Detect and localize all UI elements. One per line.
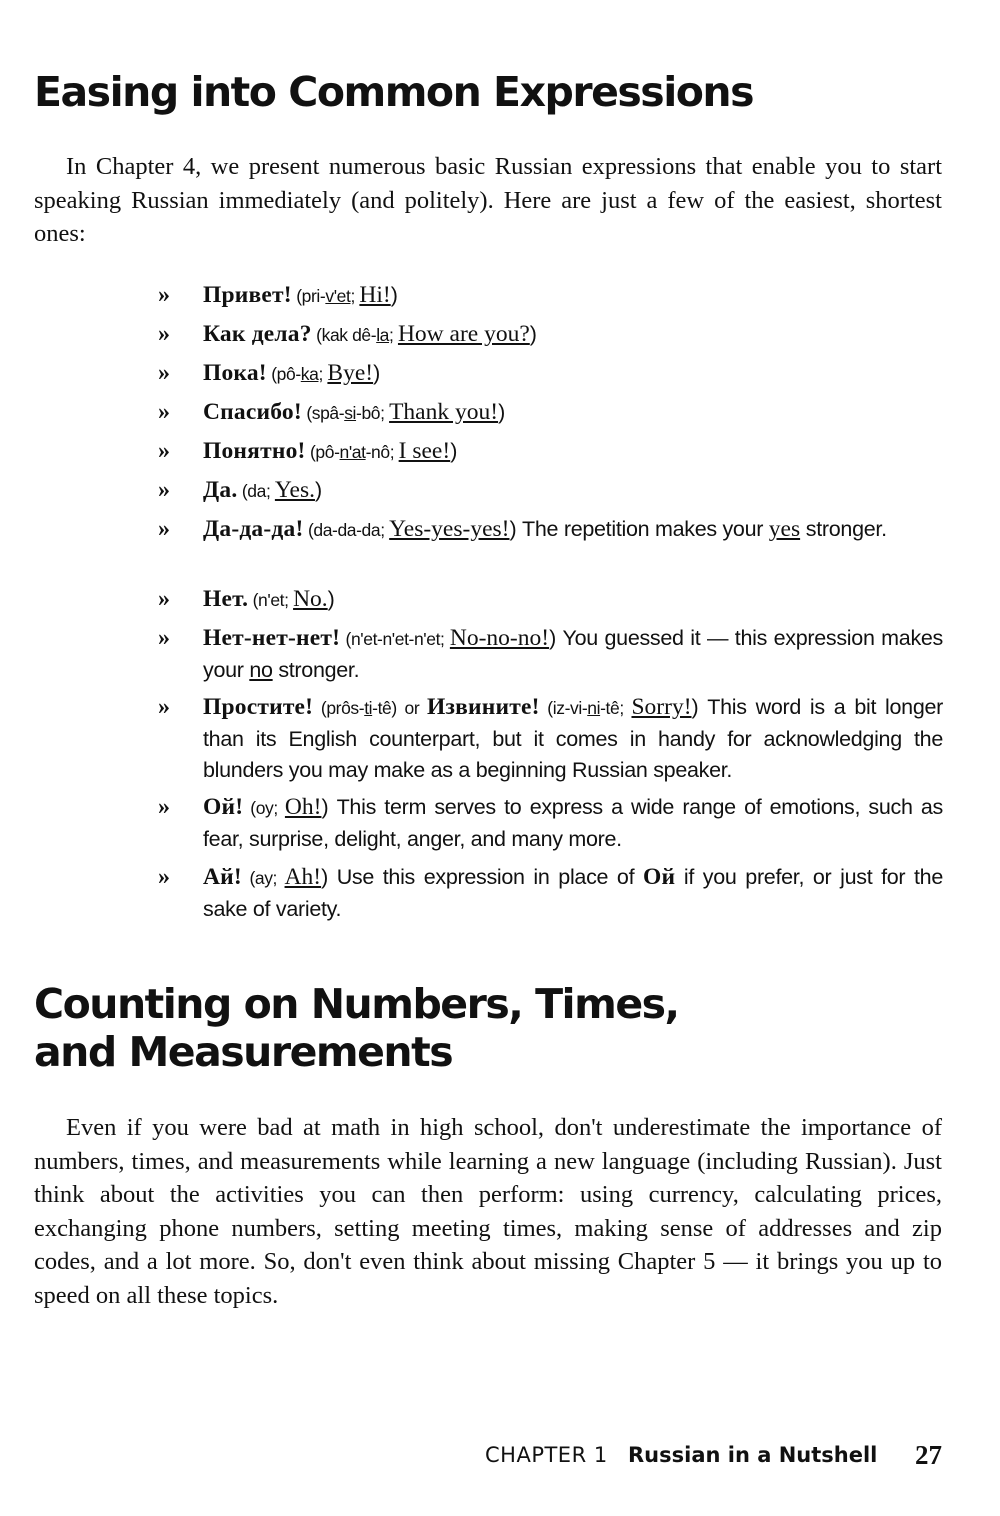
- russian-phrase: Понятно!: [203, 438, 306, 464]
- bullet-marker: »: [158, 516, 170, 542]
- bullet-marker: »: [158, 586, 170, 612]
- bullet-marker: »: [158, 794, 170, 820]
- translation: Ah!: [284, 864, 322, 890]
- translation: No-no-no!: [449, 625, 550, 651]
- pronunciation: (ay;: [241, 868, 285, 888]
- pronunciation: (pô-n'at-nô;: [305, 442, 399, 462]
- note: This word is a bit longer than its English counterpart, but it comes in handy for acknowledging the blunders you may make as a beginning Russian speaker.: [203, 695, 944, 782]
- translation: Bye!: [327, 360, 374, 386]
- bullet-marker: »: [158, 438, 170, 464]
- pronunciation: (prôs-ti-tê) or: [313, 698, 427, 718]
- pronunciation: (pô-ka;: [266, 364, 328, 384]
- translation: I see!: [398, 438, 451, 464]
- translation: Hi!: [359, 282, 391, 308]
- pronunciation: (kak dê-la;: [311, 325, 398, 345]
- chapter-label: CHAPTER 1: [485, 1443, 608, 1467]
- russian-phrase: Как дела?: [203, 321, 312, 347]
- translation: Thank you!: [389, 399, 499, 425]
- pronunciation-alt: (iz-vi-ni-tê;: [539, 698, 632, 718]
- book-page: Easing into Common Expressions In Chapter 4, we present numerous basic Russian expressions that enable you to start speaking Russian immediately (and politely). Here are just a few of the easiest, shortest ones: » Привет! (pri-v'et; Hi!) » Как дела? (kak dê-la; How are you?) » Пока! (pô-ka; Bye!) » Спасибо! (spâ-si-bô; Thank you!) » Понятно! (pô-n'at-nô; I see!) » Да. (da; Yes.) » Да-да-да! (da-da-da; Yes-yes-yes!) The repetition makes your yes stronger. » Нет. (n'et; No.) » Нет-нет-нет! (n'et-n'et-n'et; No-no-no!) You guessed it — this expression makes your no stronger. » Простите! (prôs-ti-tê) or Извините! (iz-vi-ni-tê; Sorry!) This word is a bit longer than its English counterpart, but it comes in handy for acknowledging the blunders you may make as a beginning Russian speaker. » Ой! (oy; Oh!) This term serves to express a wide range of emotions, such as fear, surprise, delight, anger, and many more. » Ай! (ay; Ah!) Use this expression in place of Ой if you prefer, or just for the sake of variety. Counting on Numbers, Times, and Measurements Even if you were bad at math in high school, don't underestimate the importance of numbers, times, and measurements while learning a new language (including Russian). Just think about the activities you can then perform: using currency, calculating prices, exchanging phone numbers, setting meeting times, making sense of addresses and zip codes, and a lot more. So, don't even think about missing Chapter 5 — it brings you up to speed on all these topics. CHAPTER 1 Russian in a Nutshell 27: [0, 0, 1000, 1516]
- pronunciation: (pri-v'et;: [291, 286, 360, 306]
- pronunciation: (da-da-da;: [303, 520, 390, 540]
- russian-phrase: Ай!: [203, 864, 242, 890]
- page-footer: [0, 1440, 1000, 1475]
- translation: Yes-yes-yes!: [389, 516, 510, 542]
- russian-phrase-alt: Извините!: [426, 694, 540, 720]
- translation: Sorry!: [631, 694, 692, 720]
- russian-phrase: Да-да-да!: [203, 516, 304, 542]
- translation: Yes.: [274, 477, 315, 503]
- section-heading-numbers: Counting on Numbers, Times, and Measurements: [34, 980, 679, 1076]
- bullet-marker: »: [158, 694, 170, 720]
- russian-phrase: Да.: [203, 477, 238, 503]
- translation: How are you?: [397, 321, 530, 347]
- note: You guessed it — this expression makes your no stronger.: [203, 626, 944, 682]
- note: The repetition makes your yes stronger.: [516, 516, 887, 542]
- pronunciation: (n'et-n'et-n'et;: [340, 629, 450, 649]
- russian-phrase: Простите!: [203, 694, 314, 720]
- bullet-marker: »: [158, 282, 170, 308]
- chapter-title: Russian in a Nutshell: [628, 1443, 878, 1467]
- note: This term serves to express a wide range of emotions, such as fear, surprise, delight, anger, and many more.: [203, 795, 943, 851]
- pronunciation: (oy;: [243, 798, 285, 818]
- russian-phrase: Спасибо!: [203, 399, 302, 425]
- bullet-marker: »: [158, 625, 170, 651]
- bullet-marker: »: [158, 864, 170, 890]
- numbers-paragraph: Even if you were bad at math in high school, don't underestimate the importance of numbers, times, and measurements while learning a new language (including Russian). Just think about the activities you can then perform: using currency, calculating prices, exchanging phone numbers, setting meeting times, making sense of addresses and zip codes, and a lot more. So, don't even think about missing Chapter 5 — it brings you up to speed on all these topics.: [34, 1114, 942, 1309]
- page-number: 27: [915, 1440, 942, 1470]
- bullet-marker: »: [158, 360, 170, 386]
- pronunciation: (spâ-si-bô;: [301, 403, 390, 423]
- bullet-marker: »: [158, 321, 170, 347]
- russian-phrase: Пока!: [203, 360, 267, 386]
- section-heading-expressions: Easing into Common Expressions: [34, 68, 754, 116]
- pronunciation: (n'et;: [248, 590, 294, 610]
- russian-phrase: Привет!: [203, 282, 292, 308]
- intro-paragraph: In Chapter 4, we present numerous basic Russian expressions that enable you to start speaking Russian immediately (and politely). Here are just a few of the easiest, shortest ones:: [34, 153, 942, 247]
- note: Use this expression in place of Ой if you prefer, or just for the sake of variety.: [203, 864, 943, 921]
- bullet-marker: »: [158, 477, 170, 503]
- translation: No.: [293, 586, 328, 612]
- russian-phrase: Нет-нет-нет!: [203, 625, 341, 651]
- translation: Oh!: [284, 794, 322, 820]
- pronunciation: (da;: [237, 481, 275, 501]
- russian-phrase: Ой!: [203, 794, 244, 820]
- bullet-marker: »: [158, 399, 170, 425]
- russian-phrase: Нет.: [203, 586, 249, 612]
